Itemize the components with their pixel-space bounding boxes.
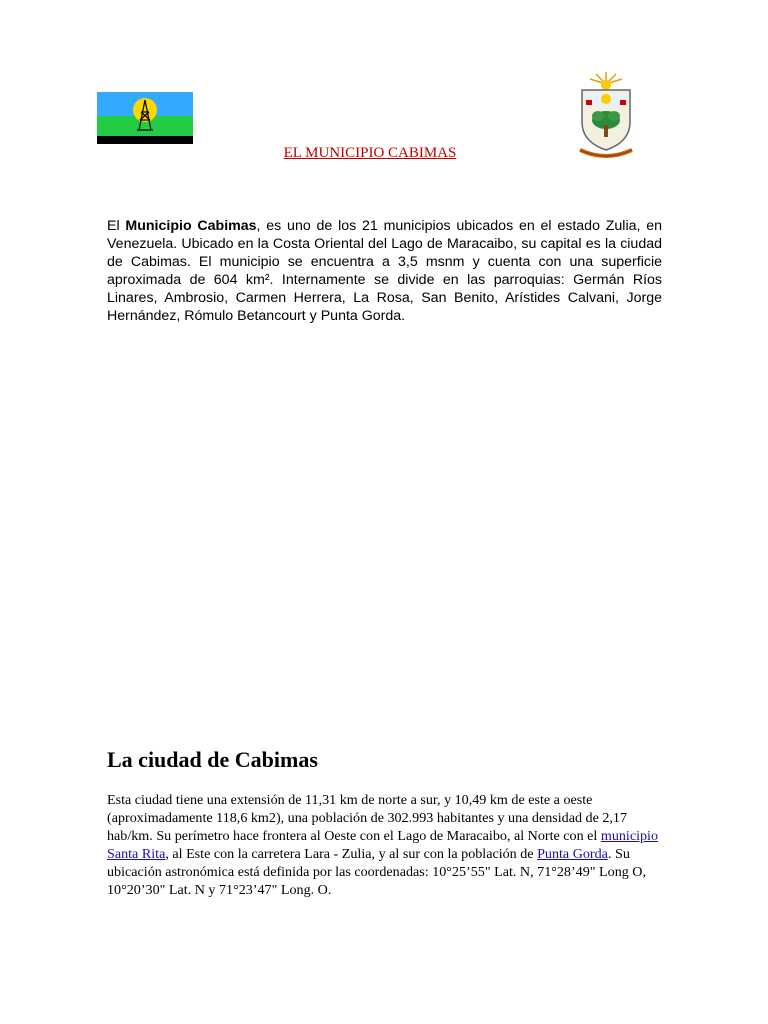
intro-paragraph (107, 217, 662, 326)
page-title: EL MUNICIPIO CABIMAS (283, 145, 457, 161)
section-text-2: , al Este con la carretera Lara - Zulia, y al sur con la población de (165, 845, 538, 862)
link-municipio-santa-rita[interactable]: municipio Santa Rita (107, 827, 659, 862)
intro-text-start: El (107, 218, 126, 234)
cabimas-flag-image (97, 92, 193, 144)
intro-text-rest: , es uno de los 21 municipios ubicados en el estado Zulia, en Venezuela. Ubicado en la Costa Oriental del Lago de Maracaibo, su capital es la ciudad de Cabimas. El municipio se encuentra a 3,5 msnm y cuenta con una superficie aproximada de 604 km². Internamente se divide en las parroquias: Germán Ríos Linares, Ambrosio, Carmen Herrera, La Rosa, San Benito, Arístides Calvani, Jorge Hernández, Rómulo Betancourt y Punta Gorda. (107, 218, 663, 325)
section-paragraph (107, 792, 667, 899)
intro-bold-municipio: Municipio Cabimas (125, 218, 257, 234)
link-punta-gorda[interactable]: Punta Gorda (537, 845, 608, 862)
section-text-1: Esta ciudad tiene una extensión de 11,31 km de norte a sur, y 10,49 km de este a oeste (aproximadamente 118,6 km2), una población de 302.993 habitantes y una densidad de 2,17 hab/km. Su perímetro hace frontera al Oeste con el Lago de Maracaibo, al Norte con el (107, 792, 628, 844)
section-heading: La ciudad de Cabimas (107, 747, 318, 772)
section-text-3: . Su ubicación astronómica está definida por las coordenadas: 10°25’55" Lat. N, 71°28’49" Long O, 10°20’30" Lat. N y 71°23’47" Long. O. (107, 845, 647, 898)
